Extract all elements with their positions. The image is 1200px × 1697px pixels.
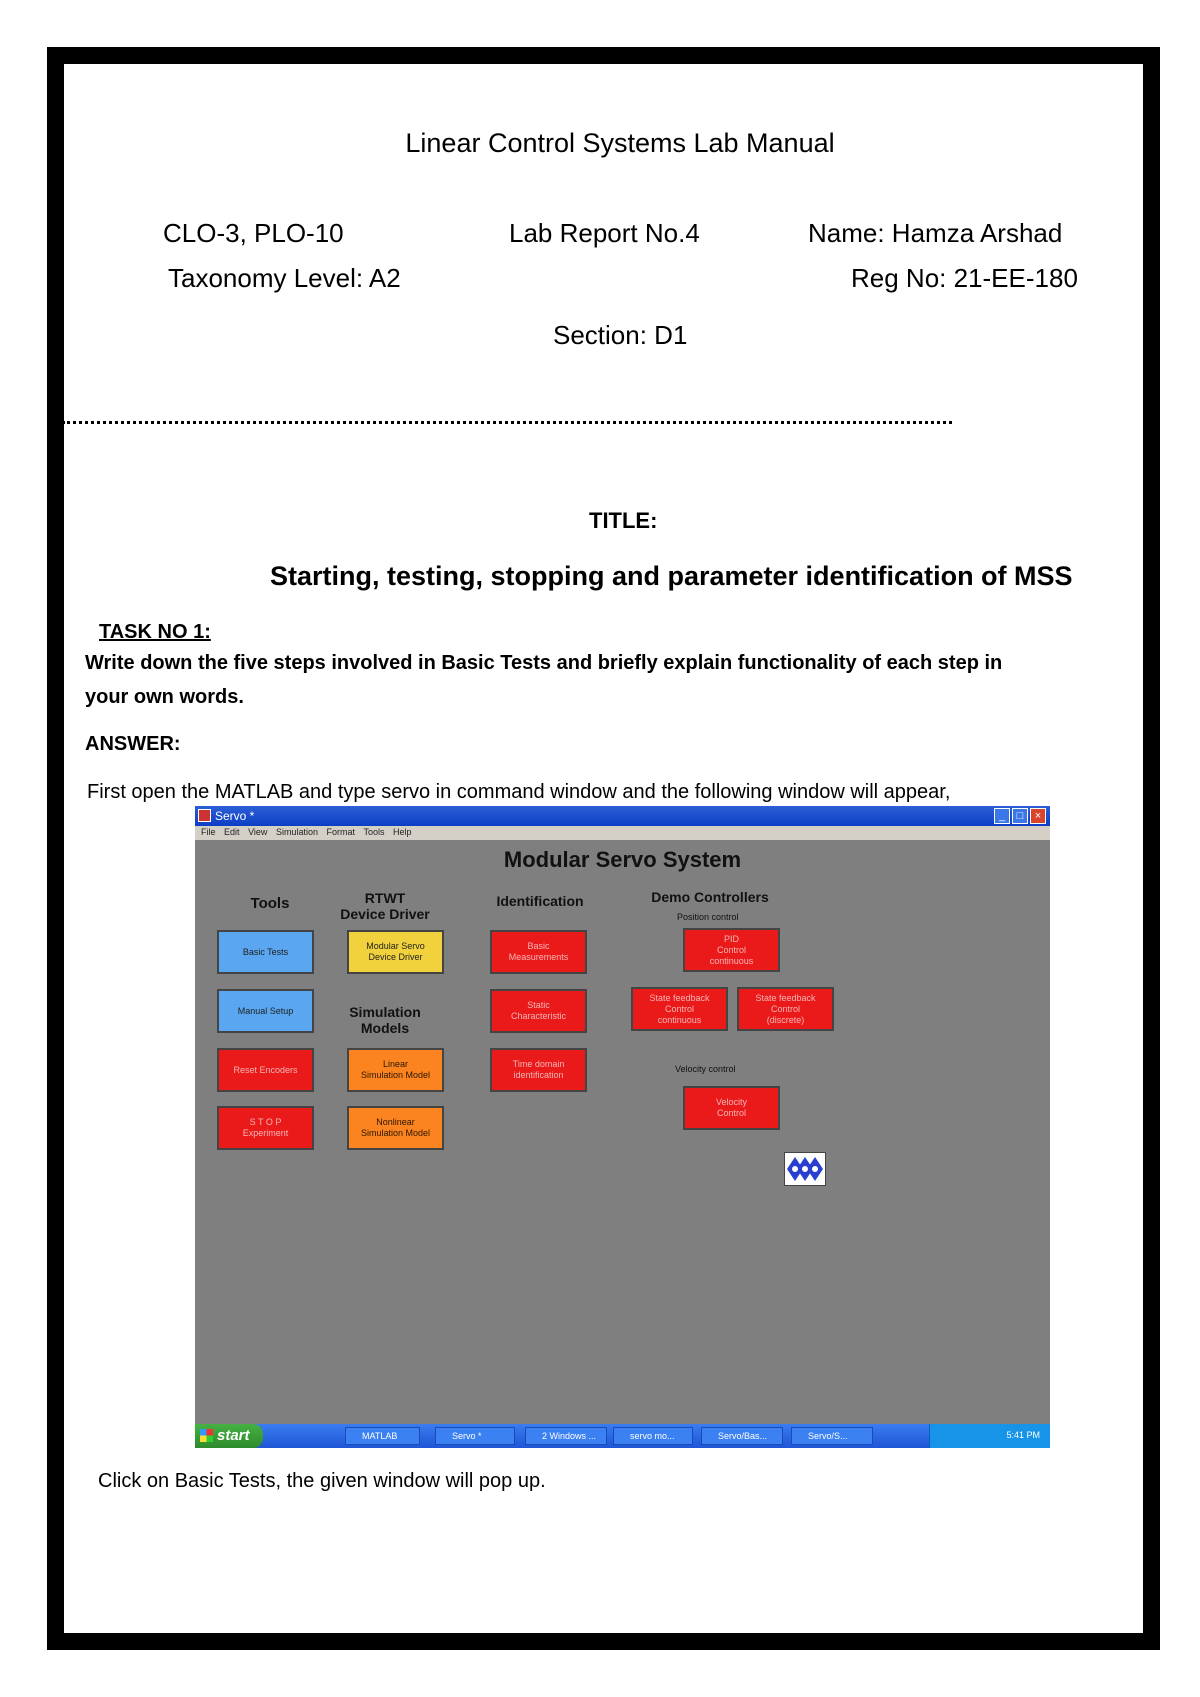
menu-tools: Tools — [363, 827, 385, 837]
device-driver-block — [347, 930, 444, 974]
column-tools: Tools — [250, 895, 290, 912]
column-rtwt-line1: RTWT — [364, 890, 406, 906]
clo-plo: CLO-3, PLO-10 — [163, 218, 344, 248]
taskbar-item-servo-s: Servo/S... — [791, 1427, 873, 1445]
windows-taskbar — [195, 1424, 1050, 1448]
start-button — [195, 1424, 263, 1448]
column-rtwt-line2: Device Driver — [340, 906, 430, 922]
static-label-line1: Static — [527, 1000, 550, 1010]
report-number: Lab Report No.4 — [509, 218, 700, 248]
velocity-control-block — [683, 1086, 780, 1130]
menu-view: View — [248, 827, 268, 837]
manual-setup-block — [217, 989, 314, 1033]
manual-setup-label: Manual Setup — [237, 1005, 294, 1016]
static-label-line2: Characteristic — [510, 1011, 566, 1021]
static-characteristic-block — [490, 989, 587, 1033]
taskbar-item-windows: 2 Windows ... — [525, 1427, 607, 1445]
driver-label-line2: Device Driver — [368, 952, 423, 962]
taskbar-item-servo: Servo * — [435, 1427, 515, 1445]
stop-label-line1: S T O P — [249, 1117, 282, 1127]
nonlinear-label-line1: Nonlinear — [376, 1117, 415, 1127]
sfd-label-line1: State feedback — [755, 992, 816, 1003]
system-tray — [929, 1424, 1050, 1448]
report-subtitle: Starting, testing, stopping and parameter identification of MSS — [270, 561, 1073, 591]
answer-intro: First open the MATLAB and type servo in command window and the following window will appear, — [87, 781, 951, 803]
taxonomy-level: Taxonomy Level: A2 — [168, 263, 401, 293]
linear-label-line2: Simulation Model — [360, 1070, 431, 1080]
basic-tests-label: Basic Tests — [242, 946, 289, 957]
pid-label-line1: PID — [723, 933, 739, 944]
basic-meas-label-line1: Basic — [527, 941, 550, 951]
state-feedback-discrete-block — [737, 987, 834, 1031]
time-domain-block — [490, 1048, 587, 1092]
column-demo-controllers: Demo Controllers — [651, 889, 769, 905]
basic-measurements-block — [490, 930, 587, 974]
close-icon: × — [1030, 808, 1046, 824]
task-question-line1: Write down the five steps involved in Basic Tests and briefly explain functionality of each step in — [85, 652, 1003, 674]
driver-label-line1: Modular Servo — [366, 941, 425, 951]
menu-file: File — [201, 827, 216, 837]
document-title: Linear Control Systems Lab Manual — [405, 128, 835, 158]
nonlinear-model-block — [347, 1106, 444, 1150]
pid-label-line2: Control — [716, 944, 746, 955]
state-feedback-continuous-block — [631, 987, 728, 1031]
inteco-logo — [784, 1152, 826, 1186]
window-title: Servo * — [215, 809, 255, 823]
menu-edit: Edit — [224, 827, 240, 837]
task-heading: TASK NO 1: — [99, 621, 211, 643]
menu-format: Format — [326, 827, 355, 837]
linear-model-block — [347, 1048, 444, 1092]
menu-help: Help — [393, 827, 412, 837]
taskbar-item-servo-mo: servo mo... — [613, 1427, 693, 1445]
registration-number: Reg No: 21-EE-180 — [851, 263, 1078, 293]
vel-label-line1: Velocity — [715, 1097, 748, 1107]
timedomain-label-line1: Time domain — [512, 1059, 565, 1069]
pid-control-block — [683, 928, 780, 972]
stop-experiment-block — [217, 1106, 314, 1150]
linear-label-line1: Linear — [382, 1059, 409, 1069]
position-control-label: Position control — [677, 912, 739, 922]
minimize-icon: _ — [994, 808, 1010, 824]
menu-simulation: Simulation — [275, 827, 318, 837]
pid-label-line3: continuous — [709, 955, 754, 966]
nonlinear-label-line2: Simulation Model — [360, 1128, 431, 1138]
closing-text: Click on Basic Tests, the given window will pop up. — [98, 1470, 546, 1492]
vel-label-line2: Control — [716, 1108, 746, 1118]
taskbar-item-matlab: MATLAB — [345, 1427, 420, 1445]
stop-label-line2: Experiment — [242, 1128, 289, 1138]
column-identification: Identification — [496, 893, 584, 909]
dotted-separator — [62, 421, 952, 424]
sfc-label-line3: continuous — [657, 1014, 702, 1025]
taskbar-clock: 5:41 PM — [1006, 1430, 1040, 1440]
sfc-label-line1: State feedback — [649, 992, 710, 1003]
taskbar-item-servo-bas: Servo/Bas... — [701, 1427, 783, 1445]
reset-encoders-label: Reset Encoders — [233, 1064, 298, 1075]
title-label: TITLE: — [589, 508, 658, 533]
start-flag-icon — [200, 1429, 213, 1442]
sfd-label-line3: (discrete) — [766, 1014, 805, 1025]
maximize-icon: □ — [1012, 808, 1028, 824]
start-label: start — [217, 1427, 250, 1444]
sfc-label-line2: Control — [664, 1003, 694, 1014]
sfd-label-line2: Control — [770, 1003, 800, 1014]
window-app-icon — [198, 809, 211, 822]
column-simulation-line2: Models — [360, 1020, 410, 1036]
servo-window-screenshot — [195, 806, 1050, 1448]
task-question-line2: your own words. — [85, 686, 244, 708]
velocity-control-label: Velocity control — [675, 1064, 736, 1074]
student-name: Name: Hamza Arshad — [808, 218, 1063, 248]
timedomain-label-line2: identification — [513, 1070, 564, 1080]
basic-meas-label-line2: Measurements — [508, 952, 569, 962]
window-menubar — [195, 826, 1050, 840]
servo-main-heading: Modular Servo System — [503, 847, 742, 872]
section: Section: D1 — [553, 320, 688, 350]
column-simulation-line1: Simulation — [349, 1004, 421, 1020]
window-titlebar — [195, 806, 1050, 826]
basic-tests-block — [217, 930, 314, 974]
reset-encoders-block — [217, 1048, 314, 1092]
answer-label: ANSWER: — [85, 733, 181, 755]
